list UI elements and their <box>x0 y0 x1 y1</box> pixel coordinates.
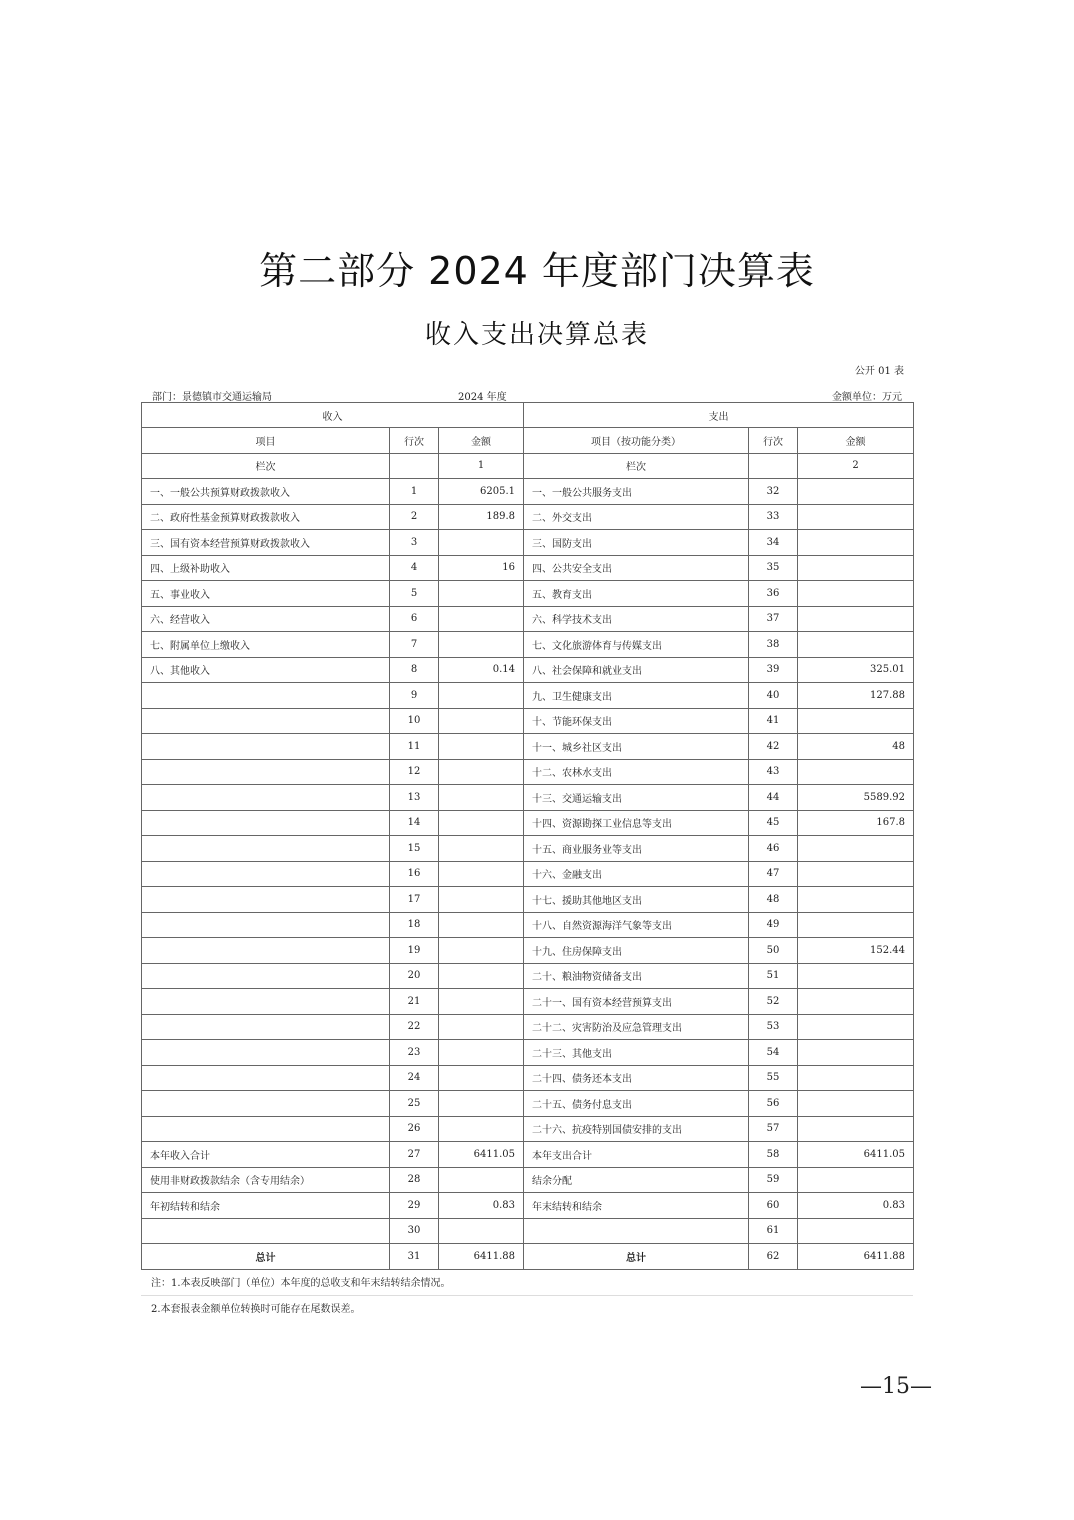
expense-line-cell: 34 <box>749 530 798 556</box>
table-row <box>142 759 914 785</box>
table-row <box>142 785 914 811</box>
expense-line-cell: 52 <box>749 989 798 1015</box>
table-row <box>142 912 914 938</box>
expense-item-cell: 十、节能环保支出 <box>524 708 749 734</box>
expense-item-cell: 二十三、其他支出 <box>524 1040 749 1066</box>
income-item-cell: 一、一般公共预算财政拨款收入 <box>142 479 390 505</box>
table-row <box>142 963 914 989</box>
income-item-cell <box>142 912 390 938</box>
table-row <box>142 1142 914 1168</box>
expense-amount-cell <box>798 1091 914 1117</box>
expense-line-cell: 56 <box>749 1091 798 1117</box>
income-item-cell <box>142 989 390 1015</box>
income-item-cell <box>142 861 390 887</box>
income-expense-table <box>141 402 914 1270</box>
income-item-cell: 二、政府性基金预算财政拨款收入 <box>142 504 390 530</box>
expense-item-cell: 十四、资源勘探工业信息等支出 <box>524 810 749 836</box>
expense-amount-cell <box>798 504 914 530</box>
income-item-cell <box>142 938 390 964</box>
income-amount-cell: 6205.1 <box>439 479 524 505</box>
table-row <box>142 734 914 760</box>
income-line-cell: 27 <box>390 1142 439 1168</box>
income-line-cell: 23 <box>390 1040 439 1066</box>
expense-line-cell: 51 <box>749 963 798 989</box>
expense-amount-cell: 48 <box>798 734 914 760</box>
table-row <box>142 1193 914 1219</box>
expense-item-cell: 十五、商业服务业等支出 <box>524 836 749 862</box>
income-amount-cell <box>439 810 524 836</box>
income-line-cell: 14 <box>390 810 439 836</box>
income-line-cell: 15 <box>390 836 439 862</box>
expense-item-cell: 十七、援助其他地区支出 <box>524 887 749 913</box>
table-row <box>142 861 914 887</box>
expense-item-header: 项目（按功能分类） <box>524 428 749 454</box>
expense-item-cell: 二、外交支出 <box>524 504 749 530</box>
income-line-cell: 28 <box>390 1167 439 1193</box>
income-item-cell <box>142 683 390 709</box>
expense-item-cell: 五、教育支出 <box>524 581 749 607</box>
income-item-cell <box>142 887 390 913</box>
expense-item-cell: 年末结转和结余 <box>524 1193 749 1219</box>
table-row <box>142 1218 914 1244</box>
expense-line-cell: 35 <box>749 555 798 581</box>
income-line-cell: 29 <box>390 1193 439 1219</box>
income-line-cell: 9 <box>390 683 439 709</box>
income-amount-cell <box>439 708 524 734</box>
table-row <box>142 989 914 1015</box>
expense-amount-cell <box>798 606 914 632</box>
expense-line-cell: 48 <box>749 887 798 913</box>
expense-amount-cell: 325.01 <box>798 657 914 683</box>
expense-amount-cell <box>798 530 914 556</box>
income-amount-cell <box>439 1065 524 1091</box>
income-line-cell: 7 <box>390 632 439 658</box>
table-row <box>142 683 914 709</box>
expense-line-cell: 38 <box>749 632 798 658</box>
income-line-cell: 19 <box>390 938 439 964</box>
table-row <box>142 606 914 632</box>
expense-amount-cell <box>798 708 914 734</box>
income-amount-cell <box>439 759 524 785</box>
income-item-cell <box>142 708 390 734</box>
table-row <box>142 938 914 964</box>
expense-item-cell: 二十五、债务付息支出 <box>524 1091 749 1117</box>
income-line-cell: 21 <box>390 989 439 1015</box>
footnote-1: 注：1.本表反映部门（单位）本年度的总收支和年末结转结余情况。 <box>141 1272 913 1296</box>
table-meta <box>152 388 902 402</box>
table-row <box>142 708 914 734</box>
income-item-cell <box>142 1218 390 1244</box>
expense-item-cell: 二十、粮油物资储备支出 <box>524 963 749 989</box>
income-amount-cell <box>439 1014 524 1040</box>
income-line-cell: 12 <box>390 759 439 785</box>
expense-item-cell: 六、科学技术支出 <box>524 606 749 632</box>
table-row <box>142 1065 914 1091</box>
income-item-cell <box>142 734 390 760</box>
table-row <box>142 1116 914 1142</box>
income-line-cell: 11 <box>390 734 439 760</box>
income-amount-cell <box>439 989 524 1015</box>
expense-item-cell: 十九、住房保障支出 <box>524 938 749 964</box>
expense-line-cell: 59 <box>749 1167 798 1193</box>
income-item-header: 项目 <box>142 428 390 454</box>
expense-item-cell: 二十六、抗疫特别国债安排的支出 <box>524 1116 749 1142</box>
expense-line-cell: 47 <box>749 861 798 887</box>
income-amount-cell <box>439 785 524 811</box>
expense-line-cell: 58 <box>749 1142 798 1168</box>
income-line-cell: 10 <box>390 708 439 734</box>
income-item-cell <box>142 1116 390 1142</box>
income-line-cell: 4 <box>390 555 439 581</box>
expense-amount-cell <box>798 1167 914 1193</box>
income-amount-cell: 0.83 <box>439 1193 524 1219</box>
income-line-cell: 1 <box>390 479 439 505</box>
expense-item-cell: 七、文化旅游体育与传媒支出 <box>524 632 749 658</box>
expense-item-cell: 十二、农林水支出 <box>524 759 749 785</box>
table-row <box>142 530 914 556</box>
expense-amount-cell: 0.83 <box>798 1193 914 1219</box>
income-item-cell <box>142 963 390 989</box>
expense-row-label: 栏次 <box>524 453 749 479</box>
expense-amount-cell <box>798 836 914 862</box>
column-header-row <box>142 428 914 454</box>
income-amount-cell: 16 <box>439 555 524 581</box>
income-amount-cell <box>439 912 524 938</box>
table-row <box>142 581 914 607</box>
expense-amount-cell <box>798 1065 914 1091</box>
income-line-cell: 3 <box>390 530 439 556</box>
expense-item-cell: 九、卫生健康支出 <box>524 683 749 709</box>
expense-amount-header: 金额 <box>798 428 914 454</box>
expense-line-cell: 39 <box>749 657 798 683</box>
expense-item-cell <box>524 1218 749 1244</box>
income-line-cell: 13 <box>390 785 439 811</box>
income-item-cell: 五、事业收入 <box>142 581 390 607</box>
income-amount-cell: 6411.88 <box>439 1244 524 1270</box>
table-row <box>142 836 914 862</box>
income-item-cell: 四、上级补助收入 <box>142 555 390 581</box>
income-amount-cell <box>439 963 524 989</box>
income-amount-cell <box>439 861 524 887</box>
expense-amount-cell <box>798 479 914 505</box>
income-amount-cell <box>439 606 524 632</box>
income-line-cell: 16 <box>390 861 439 887</box>
table-row <box>142 479 914 505</box>
table-title: 收入支出决算总表 <box>424 320 649 350</box>
income-amount-cell <box>439 1167 524 1193</box>
income-line-cell: 24 <box>390 1065 439 1091</box>
expense-item-cell: 结余分配 <box>524 1167 749 1193</box>
expense-line-cell: 37 <box>749 606 798 632</box>
expense-amount-cell: 6411.88 <box>798 1244 914 1270</box>
table-body <box>142 403 914 1270</box>
expense-amount-cell <box>798 1116 914 1142</box>
expense-amount-cell <box>798 632 914 658</box>
form-code: 公开 01 表 <box>854 366 904 377</box>
income-item-cell: 本年收入合计 <box>142 1142 390 1168</box>
income-item-cell <box>142 1065 390 1091</box>
expense-item-cell: 八、社会保障和就业支出 <box>524 657 749 683</box>
income-line-cell: 2 <box>390 504 439 530</box>
income-amount-header: 金额 <box>439 428 524 454</box>
income-item-cell <box>142 759 390 785</box>
section-header-row <box>142 403 914 428</box>
income-col-number: 1 <box>439 453 524 479</box>
table-row <box>142 810 914 836</box>
income-amount-cell <box>439 1091 524 1117</box>
expense-line-header: 行次 <box>749 428 798 454</box>
income-amount-cell <box>439 938 524 964</box>
expense-line-cell: 54 <box>749 1040 798 1066</box>
income-amount-cell: 6411.05 <box>439 1142 524 1168</box>
income-line-blank <box>390 453 439 479</box>
expense-line-cell: 33 <box>749 504 798 530</box>
income-amount-cell <box>439 683 524 709</box>
expense-line-cell: 60 <box>749 1193 798 1219</box>
expense-amount-cell <box>798 989 914 1015</box>
department-label: 部门：景德镇市交通运输局 <box>152 392 272 403</box>
expense-item-cell: 二十一、国有资本经营预算支出 <box>524 989 749 1015</box>
expense-item-cell: 四、公共安全支出 <box>524 555 749 581</box>
income-line-cell: 25 <box>390 1091 439 1117</box>
income-item-cell: 七、附属单位上缴收入 <box>142 632 390 658</box>
income-amount-cell <box>439 1218 524 1244</box>
expense-amount-cell: 152.44 <box>798 938 914 964</box>
table-row <box>142 1167 914 1193</box>
expense-col-number: 2 <box>798 453 914 479</box>
income-line-cell: 18 <box>390 912 439 938</box>
income-line-cell: 6 <box>390 606 439 632</box>
income-line-cell: 17 <box>390 887 439 913</box>
income-line-cell: 31 <box>390 1244 439 1270</box>
expense-item-cell: 总计 <box>524 1244 749 1270</box>
income-line-cell: 5 <box>390 581 439 607</box>
expense-line-cell: 55 <box>749 1065 798 1091</box>
income-amount-cell <box>439 530 524 556</box>
total-row <box>142 1244 914 1270</box>
income-amount-cell <box>439 632 524 658</box>
expense-line-blank <box>749 453 798 479</box>
expense-item-cell: 二十二、灾害防治及应急管理支出 <box>524 1014 749 1040</box>
income-item-cell: 六、经营收入 <box>142 606 390 632</box>
footnote-2: 2.本套报表金额单位转换时可能存在尾数误差。 <box>151 1304 361 1315</box>
table-row <box>142 504 914 530</box>
expense-item-cell: 一、一般公共服务支出 <box>524 479 749 505</box>
expense-item-cell: 三、国防支出 <box>524 530 749 556</box>
table-row <box>142 1091 914 1117</box>
income-item-cell <box>142 810 390 836</box>
expense-line-cell: 46 <box>749 836 798 862</box>
income-item-cell <box>142 1014 390 1040</box>
expense-line-cell: 36 <box>749 581 798 607</box>
expense-header: 支出 <box>524 403 914 428</box>
expense-item-cell: 十八、自然资源海洋气象等支出 <box>524 912 749 938</box>
income-amount-cell: 0.14 <box>439 657 524 683</box>
table-row <box>142 1014 914 1040</box>
income-item-cell: 八、其他收入 <box>142 657 390 683</box>
expense-line-cell: 41 <box>749 708 798 734</box>
expense-amount-cell: 167.8 <box>798 810 914 836</box>
page-number: —15— <box>860 1374 932 1399</box>
expense-amount-cell <box>798 555 914 581</box>
expense-amount-cell: 127.88 <box>798 683 914 709</box>
income-item-cell: 使用非财政拨款结余（含专用结余） <box>142 1167 390 1193</box>
expense-amount-cell: 5589.92 <box>798 785 914 811</box>
income-line-cell: 30 <box>390 1218 439 1244</box>
column-number-row <box>142 453 914 479</box>
expense-item-cell: 十六、金融支出 <box>524 861 749 887</box>
expense-amount-cell <box>798 1040 914 1066</box>
income-amount-cell <box>439 734 524 760</box>
expense-item-cell: 本年支出合计 <box>524 1142 749 1168</box>
income-line-cell: 8 <box>390 657 439 683</box>
income-item-cell <box>142 1040 390 1066</box>
income-item-cell <box>142 1091 390 1117</box>
expense-item-cell: 十三、交通运输支出 <box>524 785 749 811</box>
income-line-cell: 22 <box>390 1014 439 1040</box>
year-label: 2024 年度 <box>458 392 507 403</box>
income-amount-cell <box>439 836 524 862</box>
expense-line-cell: 42 <box>749 734 798 760</box>
expense-item-cell: 二十四、债务还本支出 <box>524 1065 749 1091</box>
expense-line-cell: 44 <box>749 785 798 811</box>
expense-line-cell: 62 <box>749 1244 798 1270</box>
expense-line-cell: 43 <box>749 759 798 785</box>
expense-amount-cell <box>798 861 914 887</box>
income-amount-cell <box>439 581 524 607</box>
table-row <box>142 555 914 581</box>
income-line-cell: 26 <box>390 1116 439 1142</box>
expense-amount-cell <box>798 759 914 785</box>
income-row-label: 栏次 <box>142 453 390 479</box>
income-line-header: 行次 <box>390 428 439 454</box>
expense-amount-cell <box>798 1218 914 1244</box>
expense-line-cell: 45 <box>749 810 798 836</box>
income-amount-cell: 189.8 <box>439 504 524 530</box>
unit-label: 金额单位：万元 <box>832 392 902 403</box>
expense-item-cell: 十一、城乡社区支出 <box>524 734 749 760</box>
expense-line-cell: 50 <box>749 938 798 964</box>
income-item-cell <box>142 836 390 862</box>
expense-line-cell: 57 <box>749 1116 798 1142</box>
income-amount-cell <box>439 887 524 913</box>
income-header: 收入 <box>142 403 524 428</box>
expense-amount-cell <box>798 887 914 913</box>
expense-amount-cell <box>798 912 914 938</box>
expense-amount-cell <box>798 581 914 607</box>
expense-line-cell: 32 <box>749 479 798 505</box>
table-row <box>142 632 914 658</box>
expense-line-cell: 53 <box>749 1014 798 1040</box>
expense-line-cell: 61 <box>749 1218 798 1244</box>
income-line-cell: 20 <box>390 963 439 989</box>
expense-amount-cell <box>798 1014 914 1040</box>
expense-line-cell: 40 <box>749 683 798 709</box>
table-row <box>142 657 914 683</box>
expense-amount-cell <box>798 963 914 989</box>
document-title: 第二部分 2024 年度部门决算表 <box>259 249 815 293</box>
table-row <box>142 1040 914 1066</box>
income-amount-cell <box>439 1116 524 1142</box>
income-item-cell: 三、国有资本经营预算财政拨款收入 <box>142 530 390 556</box>
expense-line-cell: 49 <box>749 912 798 938</box>
income-amount-cell <box>439 1040 524 1066</box>
income-item-cell <box>142 785 390 811</box>
table-row <box>142 887 914 913</box>
expense-amount-cell: 6411.05 <box>798 1142 914 1168</box>
income-item-cell: 总计 <box>142 1244 390 1270</box>
income-item-cell: 年初结转和结余 <box>142 1193 390 1219</box>
